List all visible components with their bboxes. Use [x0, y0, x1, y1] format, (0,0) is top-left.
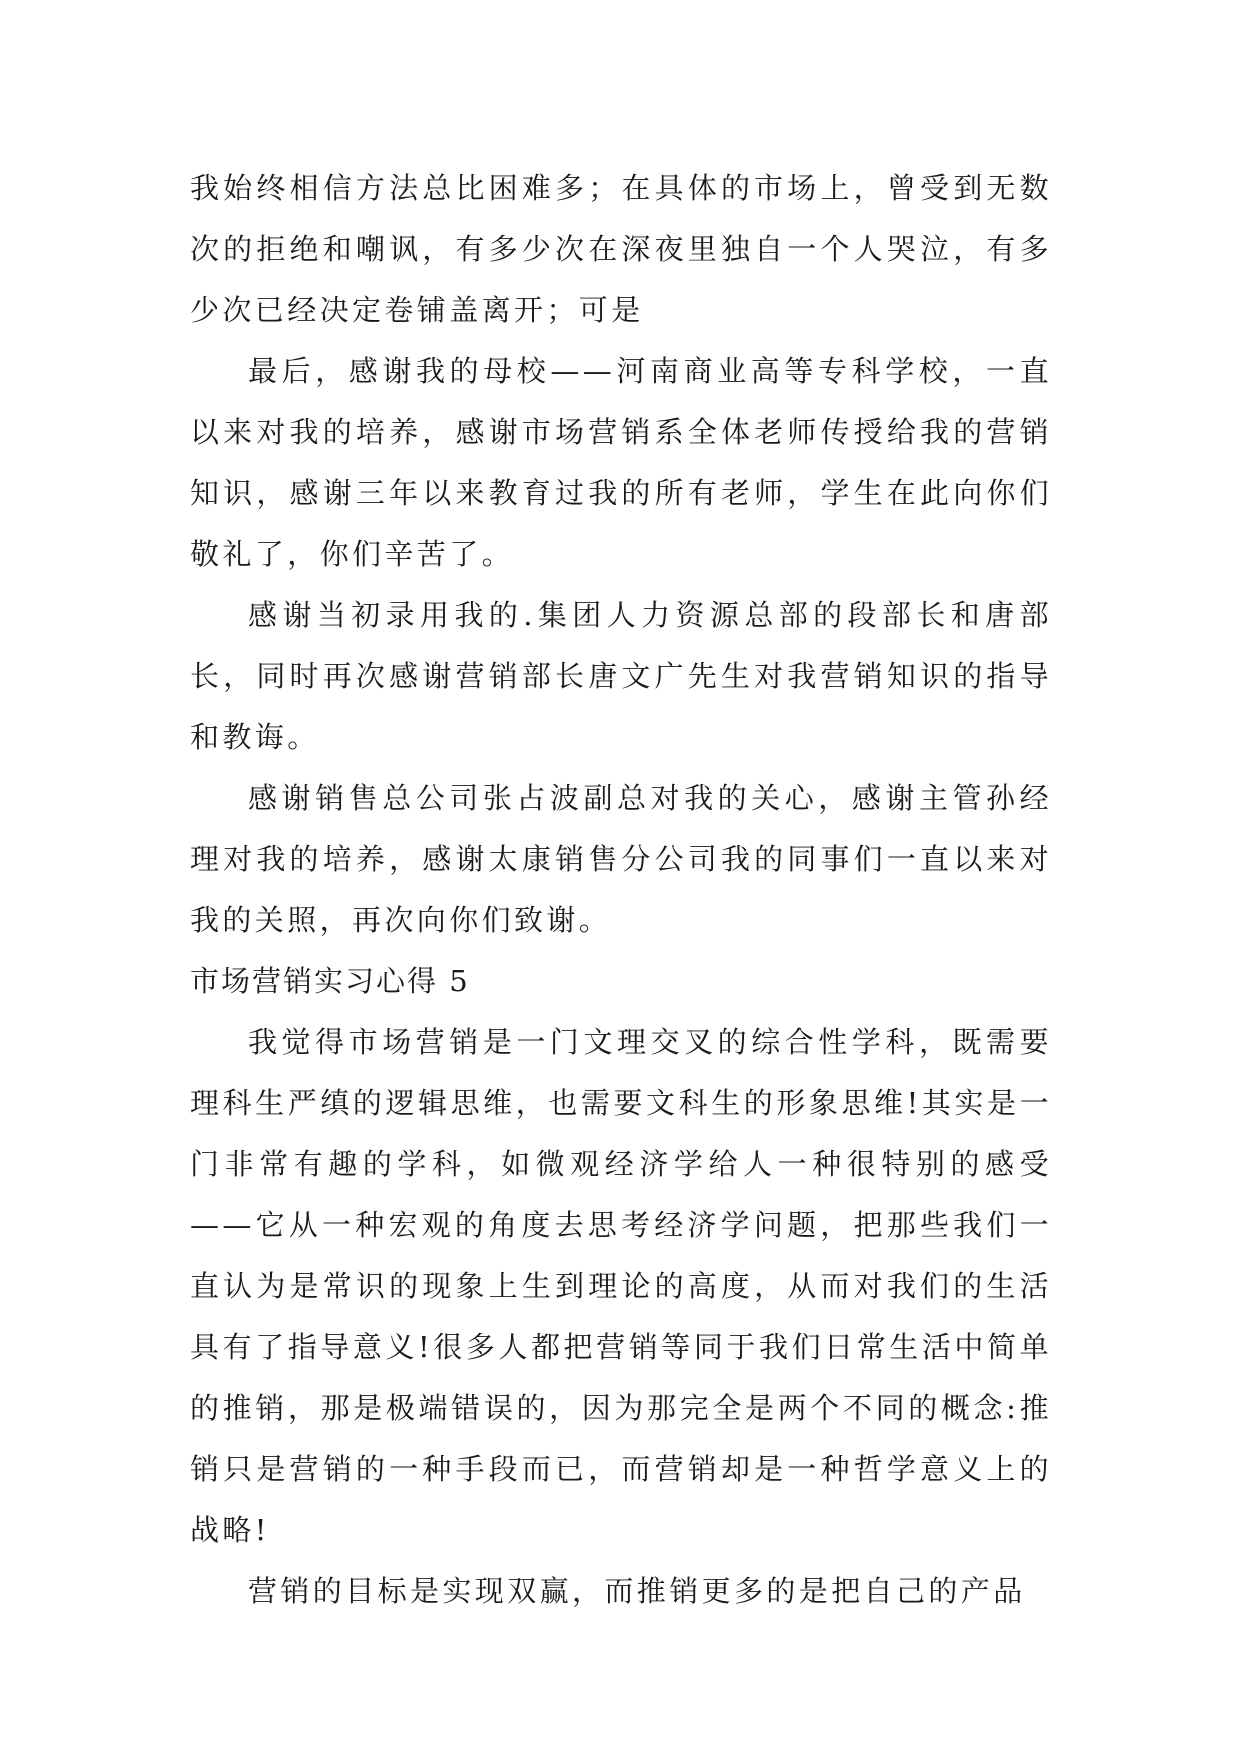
document-page	[190, 158, 1052, 1622]
paragraph-thanks-school: 最后，感谢我的母校——河南商业高等专科学校，一直以来对我的培养，感谢市场营销系全体老师传授给我的营销知识，感谢三年以来教育过我的所有老师，学生在此向你们敬礼了，你们辛苦了。	[190, 354, 1052, 571]
paragraph-thanks-sales: 感谢销售总公司张占波副总对我的关心，感谢主管孙经理对我的培养，感谢太康销售分公司我的同事们一直以来对我的关照，再次向你们致谢。	[190, 781, 1052, 937]
paragraph-thanks-hr: 感谢当初录用我的.集团人力资源总部的段部长和唐部长，同时再次感谢营销部长唐文广先生对我营销知识的指导和教诲。	[190, 598, 1052, 754]
section-heading: 市场营销实习心得 5	[190, 964, 470, 998]
paragraph-marketing-goal: 营销的目标是实现双赢，而推销更多的是把自己的产品	[248, 1574, 1026, 1608]
paragraph-continued: 我始终相信方法总比困难多；在具体的市场上，曾受到无数次的拒绝和嘲讽，有多少次在深夜里独自一个人哭泣，有多少次已经决定卷铺盖离开；可是	[190, 171, 1052, 327]
paragraph-marketing-discipline: 我觉得市场营销是一门文理交叉的综合性学科，既需要理科生严缜的逻辑思维，也需要文科生的形象思维!其实是一门非常有趣的学科，如微观经济学给人一种很特别的感受——它从一种宏观的角度去思考经济学问题，把那些我们一直认为是常识的现象上生到理论的高度，从而对我们的生活具有了指导意义!很多人都把营销等同于我们日常生活中简单的推销，那是极端错误的，因为那完全是两个不同的概念:推销只是营销的一种手段而已，而营销却是一种哲学意义上的战略!	[190, 1025, 1052, 1547]
